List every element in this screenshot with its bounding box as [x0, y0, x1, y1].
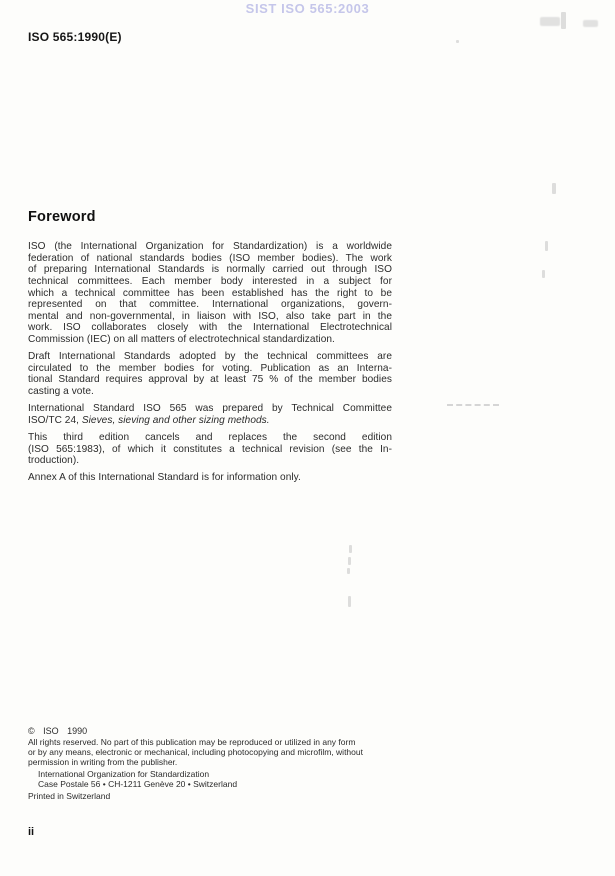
foreword-paragraph: Draft International Standards adopted by the technical committees are circulated to the member bodies for voting. Publication as an Interna- tional Standard requires approval by at least 75 % of the member bodies casting a vote.: [28, 351, 392, 397]
header-watermark: SIST ISO 565:2003: [245, 1, 370, 16]
printed-in-note: Printed in Switzerland: [28, 791, 111, 802]
foreword-title: Foreword: [28, 209, 96, 225]
publisher-address: International Organization for Standardization Case Postale 56 • CH-1211 Genève 20 • Switzerland: [38, 769, 238, 790]
copyright-block: [28, 727, 408, 802]
scan-artifact: [552, 183, 556, 194]
scan-dash-mark: [447, 404, 499, 406]
scan-artifact: [542, 270, 545, 278]
copyright-notice: © ISO 1990: [28, 726, 88, 736]
scan-artifact: [545, 241, 548, 251]
scan-artifact: [349, 545, 352, 553]
scan-artifact: [561, 12, 566, 29]
foreword-paragraph: This third edition cancels and replaces the second edition (ISO 565:1983), of which it constitutes a technical revision (see the In- troduction).: [28, 431, 392, 467]
scan-artifact: [456, 40, 459, 43]
document-number: ISO 565:1990(E): [28, 30, 122, 44]
foreword-paragraph: International Standard ISO 565 was prepared by Technical Committee ISO/TC 24, Sieves, sieving and other sizing methods.: [28, 403, 392, 426]
scan-artifact: [348, 596, 351, 607]
page-number: ii: [28, 826, 35, 838]
scan-artifact: [347, 568, 350, 574]
rights-reserved-text: All rights reserved. No part of this publication may be reproduced or utilized in any form or by any means, electronic or mechanical, including photocopying and microfilm, without permission in writing from the publisher.: [28, 737, 363, 768]
foreword-paragraph: Annex A of this International Standard is for information only.: [28, 472, 301, 484]
scan-smudge: [583, 20, 598, 27]
foreword-paragraph: ISO (the International Organization for Standardization) is a worldwide federation of national standards bodies (ISO member bodies). The work of preparing International Standards is normally carried out through ISO technical committees. Each member body interested in a subject for which a technical committee has been established has the right to be represented on that committee. International organizations, govern- mental and non-governmental, in liaison with ISO, also take part in the work. ISO collaborates closely with the International Electrotechnical Commission (IEC) on all matters of electrotechnical standardization.: [28, 241, 392, 345]
scan-smudge: [540, 17, 560, 26]
scan-artifact: [348, 557, 351, 565]
foreword-body: [28, 241, 392, 489]
